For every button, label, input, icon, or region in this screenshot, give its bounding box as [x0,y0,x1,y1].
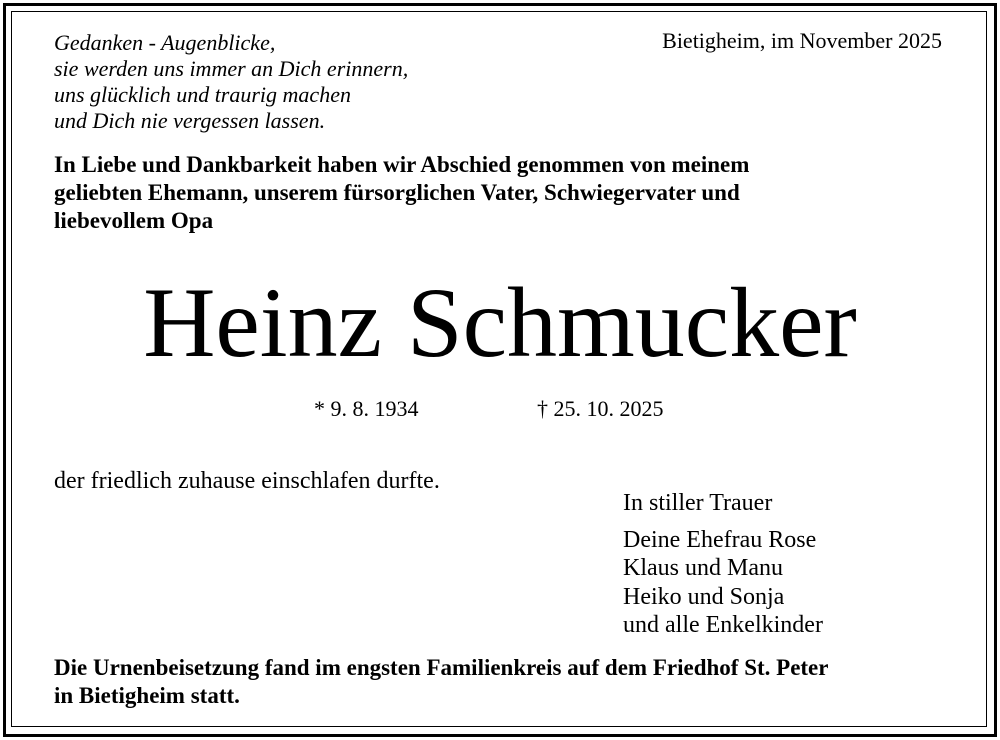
intro-line: liebevollem Opa [54,208,214,233]
poem-line: sie werden uns immer an Dich erinnern, [54,56,409,81]
mourner-name: Heiko und Sonja [623,583,785,610]
death-date: † 25. 10. 2025 [537,396,664,421]
intro-text [54,151,934,235]
intro-line: geliebten Ehemann, unserem fürsorglichen Vater, Schwiegervater und [54,180,740,205]
burial-line: Die Urnenbeisetzung fand im engsten Familienkreis auf dem Friedhof St. Peter [54,655,829,680]
mourner-name: Deine Ehefrau Rose [623,526,817,553]
memorial-poem [54,30,408,134]
mourners-block [623,489,823,640]
burial-notice [54,654,954,710]
poem-line: und Dich nie vergessen lassen. [54,108,326,133]
mourner-name: Klaus und Manu [623,555,783,581]
poem-line: uns glücklich und traurig machen [54,82,351,107]
deceased-name: Heinz Schmucker [143,267,857,378]
closing-text: der friedlich zuhause einschlafen durfte. [54,468,440,494]
intro-line: In Liebe und Dankbarkeit haben wir Abschied genommen von meinem [54,152,750,177]
place-and-date: Bietigheim, im November 2025 [662,28,942,53]
poem-line: Gedanken - Augenblicke, [54,30,276,55]
mourning-heading: In stiller Trauer [623,490,773,516]
burial-line: in Bietigheim statt. [54,683,240,708]
birth-date: * 9. 8. 1934 [314,396,419,421]
mourner-name: und alle Enkelkinder [623,612,823,638]
